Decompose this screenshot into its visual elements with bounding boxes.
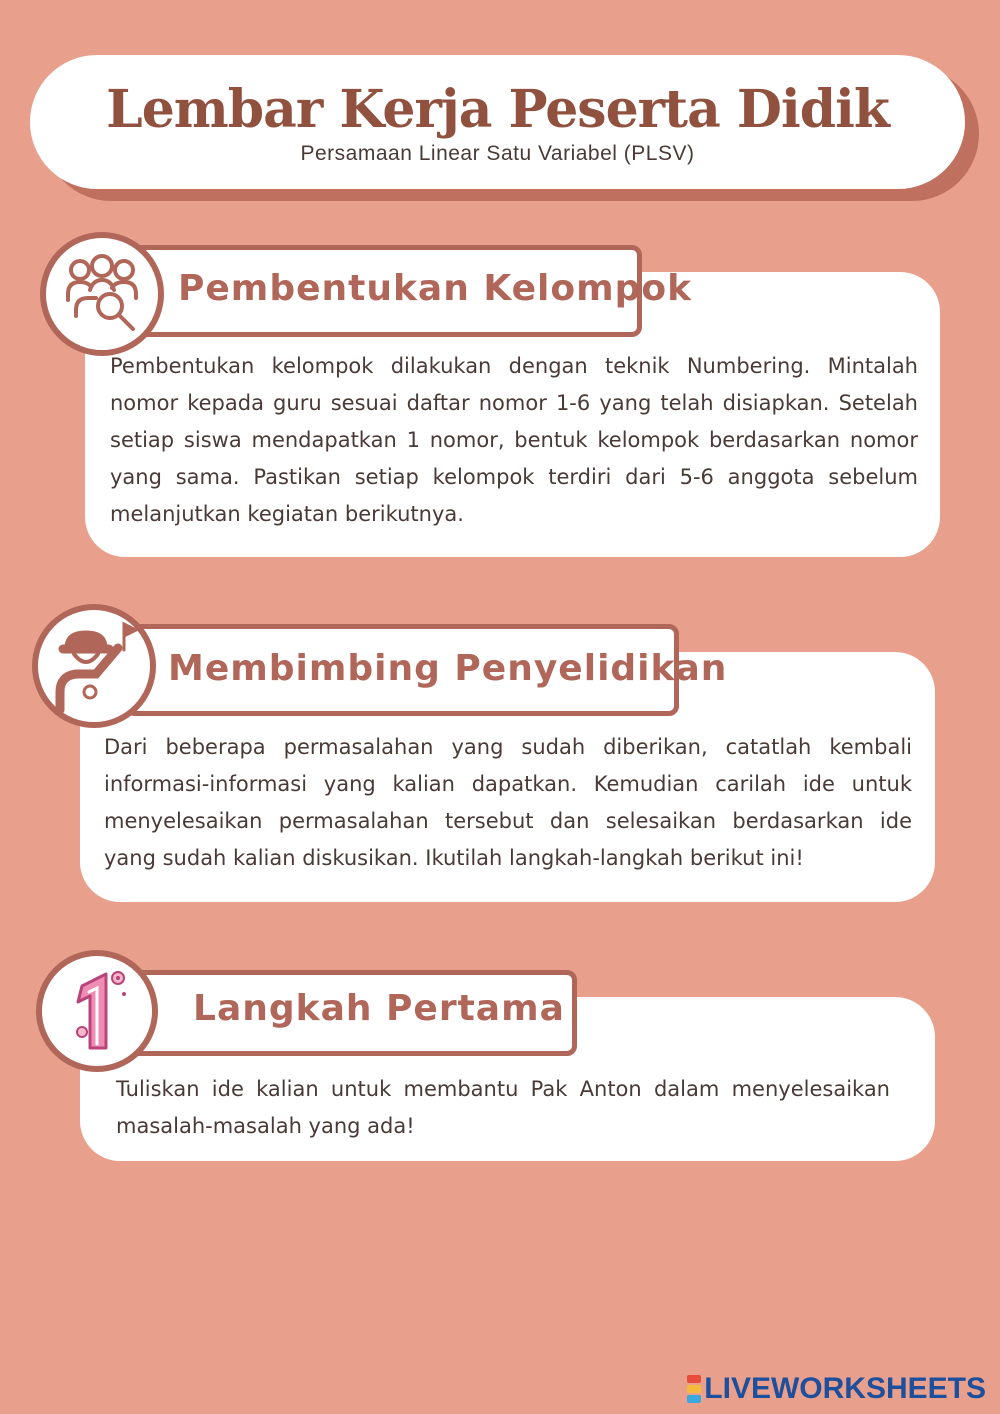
group-search-icon (40, 232, 164, 356)
page-title: Lembar Kerja Peserta Didik (106, 79, 889, 140)
section-heading: Pembentukan Kelompok (178, 268, 693, 309)
section-heading: Membimbing Penyelidikan (168, 648, 728, 689)
guide-with-flag-icon (32, 604, 156, 728)
number-one-icon (36, 950, 158, 1072)
section-body: Tuliskan ide kalian untuk membantu Pak Anton dalam menyelesaikan masalah-masalah yang ada! (116, 1077, 890, 1138)
section-body: Dari beberapa permasalahan yang sudah diberikan, catatlah kembali informasi-informasi yang kalian dapatkan. Kemudian carilah ide untuk menyelesaikan permasalahan tersebut dan selesaikan berdasarkan ide yang sudah kalian diskusikan. Ikutilah langkah-langkah berikut ini! (104, 735, 912, 870)
title-card (30, 55, 965, 189)
section-body: Pembentukan kelompok dilakukan dengan teknik Numbering. Mintalah nomor kepada guru sesuai daftar nomor 1-6 yang telah disiapkan. Setelah setiap siswa mendapatkan 1 nomor, bentuk kelompok berdasarkan nomor yang sama. Pastikan setiap kelompok terdiri dari 5-6 anggota sebelum melanjutkan kegiatan berikutnya. (110, 354, 918, 526)
liveworksheets-logo (687, 1372, 986, 1406)
brand-name: LIVEWORKSHEETS (704, 1372, 986, 1405)
liveworksheets-mark-icon (687, 1374, 701, 1404)
page-subtitle: Persamaan Linear Satu Variabel (PLSV) (300, 142, 695, 165)
section-heading: Langkah Pertama (193, 988, 565, 1029)
